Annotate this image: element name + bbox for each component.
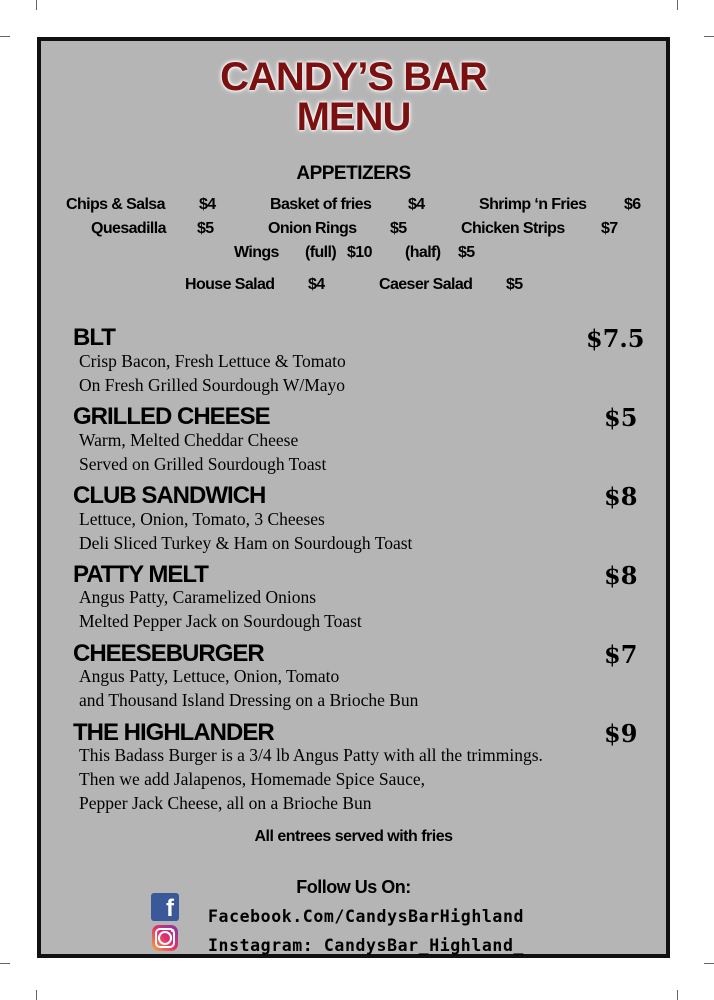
appetizers-heading: APPETIZERS [296,163,411,184]
entree-description: Then we add Jalapenos, Homemade Spice Sauce, [79,769,425,789]
appetizer-name: Chicken Strips [461,220,565,237]
entree-price: $7 [604,640,638,669]
entree-description: Angus Patty, Lettuce, Onion, Tomato [79,666,340,686]
entree-description: and Thousand Island Dressing on a Brioche Bun [79,690,419,710]
entree-description: Angus Patty, Caramelized Onions [79,587,317,607]
crop-mark [0,963,10,964]
entree-description: Warm, Melted Cheddar Cheese [79,430,299,450]
crop-mark [704,963,714,964]
salad-name: Caeser Salad [379,276,473,293]
crop-mark [704,36,714,37]
appetizer-name: Quesadilla [91,220,166,237]
crop-mark [36,0,37,10]
appetizer-price: $6 [624,196,641,213]
entree-description: Lettuce, Onion, Tomato, 3 Cheeses [79,509,325,529]
appetizer-name: Chips & Salsa [66,196,165,213]
entree-name: THE HIGHLANDER [73,719,274,746]
entree-name: CHEESEBURGER [73,640,264,667]
appetizer-price: $5 [390,220,407,237]
entree-description: Melted Pepper Jack on Sourdough Toast [79,611,362,631]
entree-description: Served on Grilled Sourdough Toast [79,454,327,474]
appetizer-name: Wings [234,244,279,261]
entree-description: On Fresh Grilled Sourdough W/Mayo [79,375,346,395]
salad-price: $4 [308,276,325,293]
appetizer-name: Onion Rings [268,220,357,237]
entree-price: $9 [604,719,638,748]
entree-description: Crisp Bacon, Fresh Lettuce & Tomato [79,351,346,371]
wings-half-label: (half) [405,244,441,261]
entree-description: Deli Sliced Turkey & Ham on Sourdough Toast [79,533,413,553]
appetizer-price: $4 [408,196,425,213]
entree-description: This Badass Burger is a 3/4 lb Angus Patty with all the trimmings. [79,745,543,765]
appetizer-price: $5 [197,220,214,237]
facebook-link[interactable]: Facebook.Com/CandysBarHighland [208,907,525,926]
salad-name: House Salad [185,276,275,293]
appetizer-price: $7 [601,220,618,237]
wings-half-price: $5 [458,244,475,261]
instagram-link[interactable]: Instagram: CandysBar_Highland_ [208,936,525,955]
salad-price: $5 [506,276,523,293]
entrees-note: All entrees served with fries [254,828,453,845]
instagram-icon [152,925,178,951]
entree-name: BLT [73,324,115,351]
entree-price: $8 [604,482,638,511]
appetizer-name: Basket of fries [270,196,372,213]
entree-description: Pepper Jack Cheese, all on a Brioche Bun [79,793,372,813]
crop-mark [0,36,10,37]
entree-price: $5 [604,403,638,432]
facebook-icon: f [151,893,179,921]
menu-subtitle: MENU [296,95,411,139]
appetizer-name: Shrimp ‘n Fries [479,196,587,213]
entree-price: $7.5 [586,324,645,353]
wings-full-label: (full) [305,244,337,261]
menu-title: CANDY’S BAR [220,55,487,99]
follow-heading: Follow Us On: [296,877,411,897]
menu-card [37,37,670,958]
entree-name: GRILLED CHEESE [73,403,270,430]
entree-name: CLUB SANDWICH [73,482,266,509]
crop-mark [677,990,678,1000]
entree-name: PATTY MELT [73,561,208,588]
wings-full-price: $10 [347,244,372,261]
crop-mark [677,0,678,10]
entree-price: $8 [604,561,638,590]
crop-mark [36,990,37,1000]
appetizer-price: $4 [199,196,216,213]
